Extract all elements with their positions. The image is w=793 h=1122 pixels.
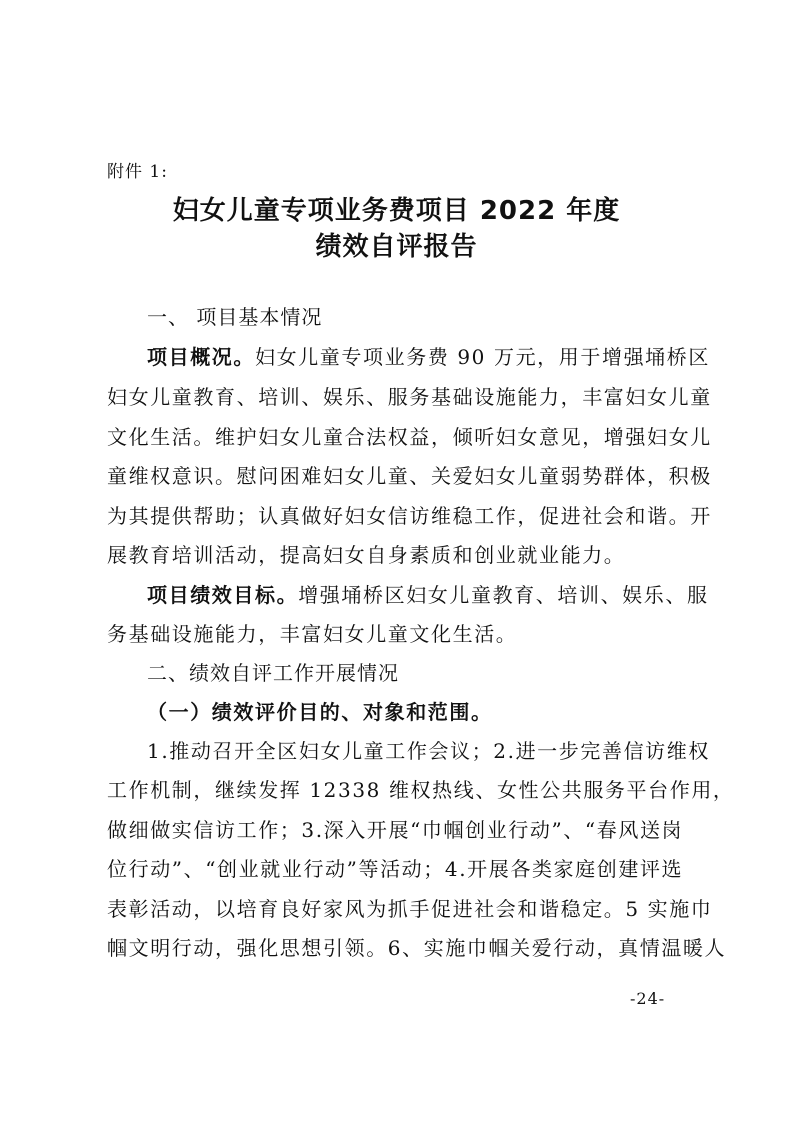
paragraph-2-line-1-text: 增强埇桥区妇女儿童教育、培训、娱乐、服 [298,583,709,607]
report-title-line-2: 绩效自评报告 [315,232,478,262]
paragraph-1-line-3-b: 维护妇女儿童合法权益，倾听妇女意见，增强妇女儿 [215,425,712,449]
attachment-label: 附件 1: [107,162,168,182]
report-title-line-1: 妇女儿童专项业务费项目 2022 年度 [172,196,621,226]
paragraph-2-line-1 [147,581,709,609]
page-number: -24- [630,989,666,1008]
paragraph-1-line-5: 为其提供帮助；认真做好妇女信访维稳工作，促进社会和谐。开 [107,504,712,528]
paragraph-2-line-2: 务基础设施能力，丰富妇女儿童文化生活。 [107,622,518,646]
project-overview-label: 项目概况。 [147,345,255,369]
paragraph-1-line-1 [147,343,710,371]
paragraph-3-line-4: 位行动”、“创业就业行动”等活动；4.开展各类家庭创建评选 [107,857,684,881]
section-2-heading: 二、绩效自评工作开展情况 [147,661,399,685]
paragraph-1-line-4: 童维权意识。慰问困难妇女儿童、关爱妇女儿童弱势群体，积极 [107,464,712,488]
paragraph-1-line-3 [107,423,712,451]
subsection-1-heading: （一）绩效评价目的、对象和范围。 [147,700,493,724]
section-1-heading: 一、 项目基本情况 [147,305,323,329]
paragraph-3-line-6: 帼文明行动，强化思想引领。6、实施巾帼关爱行动，真情温暖人 [107,936,727,960]
performance-goal-label: 项目绩效目标。 [147,583,299,607]
paragraph-3-line-5: 表彰活动，以培育良好家风为抓手促进社会和谐稳定。5 实施巾 [107,897,713,921]
paragraph-1-line-1-text: 妇女儿童专项业务费 90 万元，用于增强埇桥区 [255,345,710,369]
paragraph-1-line-3-a: 文化生活。 [107,425,215,449]
paragraph-3-line-2: 工作机制，继续发挥 12338 维权热线、女性公共服务平台作用， [107,778,735,802]
paragraph-3-line-1: 1.推动召开全区妇女儿童工作会议；2.进一步完善信访维权 [147,739,710,763]
paragraph-1-line-2: 妇女儿童教育、培训、娱乐、服务基础设施能力，丰富妇女儿童 [107,385,712,409]
paragraph-1-line-6: 展教育培训活动，提高妇女自身素质和创业就业能力。 [107,543,626,567]
paragraph-3-line-3: 做细做实信访工作；3.深入开展“巾帼创业行动”、“春风送岗 [107,818,684,842]
